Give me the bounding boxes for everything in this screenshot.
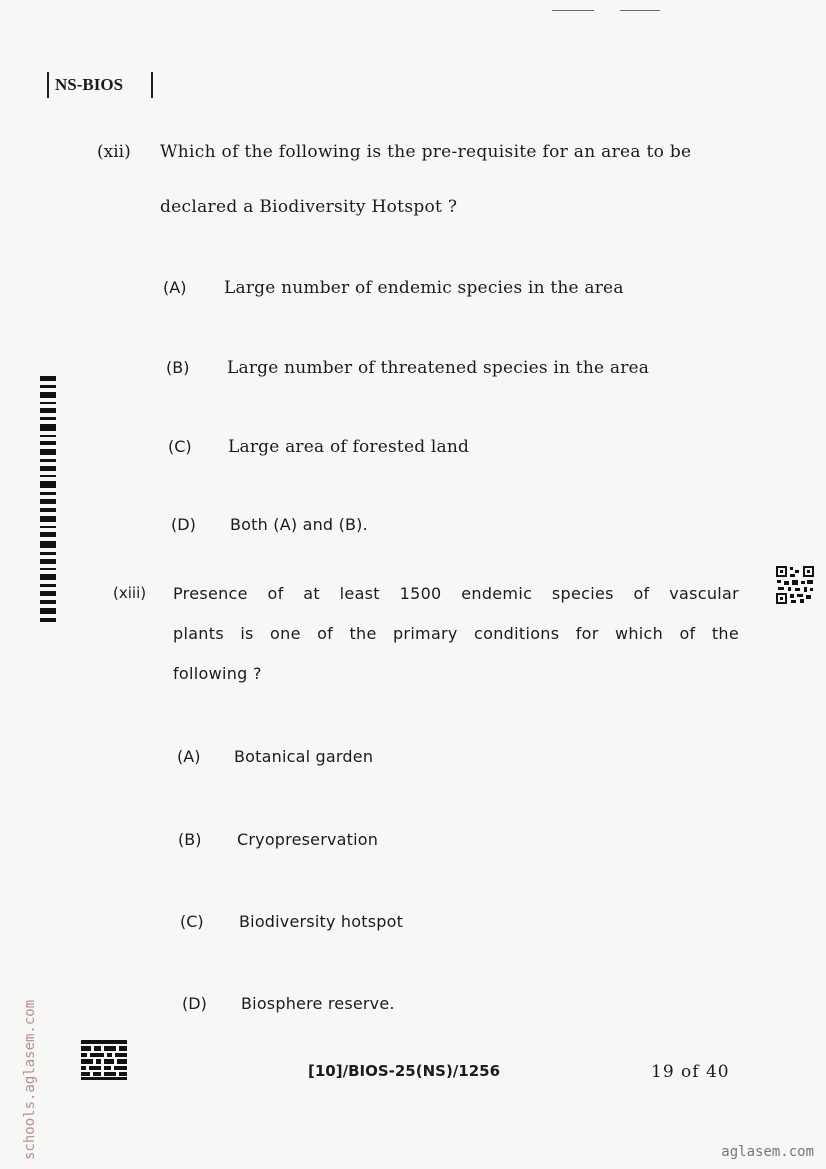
option-text: Large number of endemic species in the area (224, 278, 624, 298)
top-dash (552, 10, 594, 11)
option-label: (D) (171, 515, 196, 534)
question-text: following ? (173, 664, 262, 683)
option-text: Biosphere reserve. (241, 994, 395, 1013)
question-text: plants is one of the primary conditions for which of the (173, 624, 739, 643)
option-text: Cryopreservation (237, 830, 379, 849)
side-barcode (40, 376, 56, 624)
option-label: (D) (182, 994, 207, 1013)
side-watermark: schools.aglasem.com (22, 999, 38, 1160)
option-text: Botanical garden (234, 747, 374, 766)
option-text: Both (A) and (B). (230, 515, 368, 534)
option-text: Large number of threatened species in the area (227, 358, 650, 378)
option-label: (A) (177, 747, 201, 766)
option-label: (B) (166, 358, 190, 377)
option-label: (A) (163, 278, 187, 297)
top-dash (620, 10, 660, 11)
question-text: Which of the following is the pre-requisite for an area to be (160, 142, 692, 162)
option-label: (B) (178, 830, 202, 849)
option-text: Large area of forested land (228, 437, 470, 457)
corner-watermark: aglasem.com (721, 1144, 814, 1160)
page-number: 19 of 40 (651, 1062, 730, 1082)
question-number: (xii) (97, 142, 131, 162)
question-text: Presence of at least 1500 endemic species of vascular (173, 584, 739, 603)
option-text: Biodiversity hotspot (239, 912, 404, 931)
option-label: (C) (180, 912, 204, 931)
paper-code: NS-BIOS (47, 72, 153, 98)
option-label: (C) (168, 437, 192, 456)
question-number: (xiii) (113, 584, 147, 602)
footer-paper-code: [10]/BIOS-25(NS)/1256 (308, 1062, 501, 1080)
qr-code (776, 566, 814, 604)
question-text: declared a Biodiversity Hotspot ? (160, 197, 458, 217)
bottom-barcode (81, 1040, 127, 1080)
